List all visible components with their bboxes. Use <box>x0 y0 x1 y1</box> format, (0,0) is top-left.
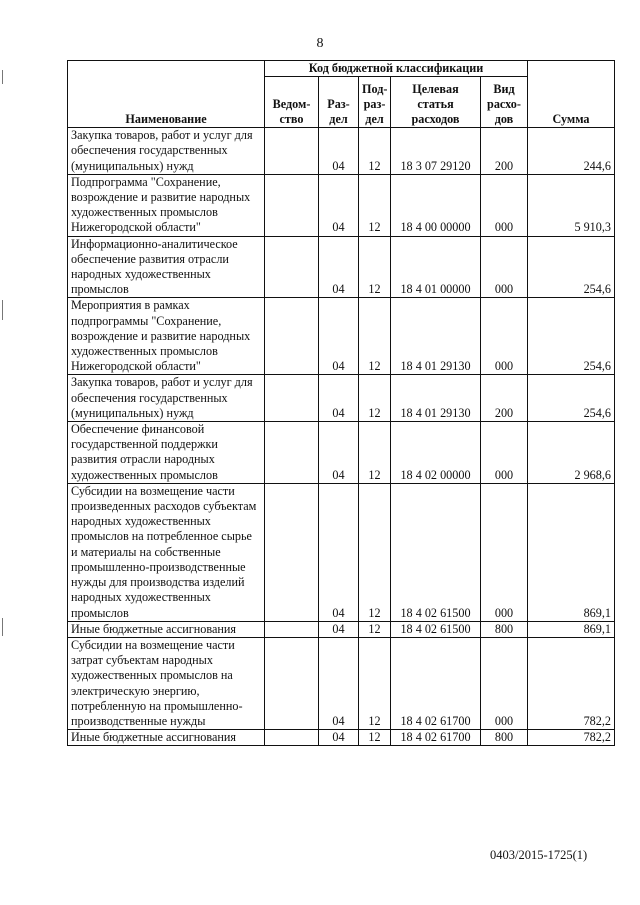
cell-expense-type: 000 <box>481 298 528 375</box>
table-row <box>68 375 615 422</box>
cell-ved <box>265 236 319 298</box>
cell-expense-type: 800 <box>481 730 528 746</box>
cell-expense-type: 200 <box>481 128 528 175</box>
budget-table <box>67 60 615 746</box>
document-code: 0403/2015-1725(1) <box>490 848 588 862</box>
cell-sum: 2 968,6 <box>528 422 615 484</box>
table-row <box>68 236 615 298</box>
cell-name: Закупка товаров, работ и услуг для обеспечения государственных (муниципальных) нужд <box>68 375 265 422</box>
cell-podrazdel: 12 <box>359 236 391 298</box>
cell-expense-type: 800 <box>481 621 528 637</box>
header-ved: Ведом-ство <box>265 77 319 128</box>
cell-name: Субсидии на возмещение части произведенных расходов субъектам народных художественных промыслов на потребленное сырье и материалы на собственные промышленно-производственные нужды для производства изделий народных художественных промыслов <box>68 483 265 621</box>
cell-target-article: 18 4 00 00000 <box>391 174 481 236</box>
cell-target-article: 18 4 01 00000 <box>391 236 481 298</box>
cell-ved <box>265 298 319 375</box>
cell-ved <box>265 621 319 637</box>
cell-name: Информационно-аналитическое обеспечение развития отрасли народных художественных промыслов <box>68 236 265 298</box>
cell-sum: 869,1 <box>528 621 615 637</box>
cell-ved <box>265 483 319 621</box>
cell-ved <box>265 637 319 729</box>
header-podrazdel: Под-раз-дел <box>359 77 391 128</box>
header-name: Наименование <box>68 61 265 128</box>
cell-target-article: 18 4 02 61500 <box>391 621 481 637</box>
cell-razdel: 04 <box>319 483 359 621</box>
header-classification-group: Код бюджетной классификации <box>265 61 528 77</box>
table-row <box>68 298 615 375</box>
cell-sum: 782,2 <box>528 730 615 746</box>
cell-razdel: 04 <box>319 730 359 746</box>
cell-sum: 254,6 <box>528 298 615 375</box>
cell-name: Обеспечение финансовой государственной поддержки развития отрасли народных художественных промыслов <box>68 422 265 484</box>
cell-razdel: 04 <box>319 637 359 729</box>
table-row <box>68 621 615 637</box>
cell-sum: 869,1 <box>528 483 615 621</box>
cell-podrazdel: 12 <box>359 298 391 375</box>
page-number: 8 <box>316 36 324 51</box>
cell-podrazdel: 12 <box>359 422 391 484</box>
cell-sum: 244,6 <box>528 128 615 175</box>
cell-target-article: 18 4 01 29130 <box>391 298 481 375</box>
cell-podrazdel: 12 <box>359 730 391 746</box>
cell-sum: 5 910,3 <box>528 174 615 236</box>
cell-sum: 782,2 <box>528 637 615 729</box>
header-razdel: Раз-дел <box>319 77 359 128</box>
cell-name: Иные бюджетные ассигнования <box>68 730 265 746</box>
scan-edge-mark <box>2 300 3 320</box>
cell-expense-type: 000 <box>481 174 528 236</box>
cell-expense-type: 000 <box>481 483 528 621</box>
cell-sum: 254,6 <box>528 375 615 422</box>
cell-razdel: 04 <box>319 422 359 484</box>
header-sum: Сумма <box>528 61 615 128</box>
table-row <box>68 730 615 746</box>
table-row <box>68 174 615 236</box>
cell-ved <box>265 375 319 422</box>
cell-razdel: 04 <box>319 128 359 175</box>
header-target-article: Целевая статья расходов <box>391 77 481 128</box>
cell-podrazdel: 12 <box>359 637 391 729</box>
table-row <box>68 483 615 621</box>
cell-expense-type: 200 <box>481 375 528 422</box>
cell-name: Закупка товаров, работ и услуг для обеспечения государственных (муниципальных) нужд <box>68 128 265 175</box>
cell-sum: 254,6 <box>528 236 615 298</box>
cell-podrazdel: 12 <box>359 174 391 236</box>
cell-razdel: 04 <box>319 174 359 236</box>
cell-podrazdel: 12 <box>359 621 391 637</box>
scan-edge-mark <box>2 70 3 84</box>
cell-razdel: 04 <box>319 375 359 422</box>
cell-target-article: 18 4 02 61700 <box>391 637 481 729</box>
cell-name: Субсидии на возмещение части затрат субъектам народных художественных промыслов на электрическую энергию, потребленную на промышленно-производственные нужды <box>68 637 265 729</box>
cell-name: Мероприятия в рамках подпрограммы "Сохранение, возрождение и развитие народных художественных промыслов Нижегородской области" <box>68 298 265 375</box>
header-expense-type: Вид расхо-дов <box>481 77 528 128</box>
table-row <box>68 422 615 484</box>
cell-podrazdel: 12 <box>359 375 391 422</box>
cell-razdel: 04 <box>319 621 359 637</box>
cell-name: Подпрограмма "Сохранение, возрождение и развитие народных художественных промыслов Нижегородской области" <box>68 174 265 236</box>
cell-expense-type: 000 <box>481 236 528 298</box>
cell-expense-type: 000 <box>481 637 528 729</box>
cell-target-article: 18 4 01 29130 <box>391 375 481 422</box>
scan-edge-mark <box>2 618 3 636</box>
cell-ved <box>265 128 319 175</box>
cell-ved <box>265 730 319 746</box>
cell-expense-type: 000 <box>481 422 528 484</box>
cell-target-article: 18 3 07 29120 <box>391 128 481 175</box>
cell-target-article: 18 4 02 00000 <box>391 422 481 484</box>
cell-ved <box>265 422 319 484</box>
cell-name: Иные бюджетные ассигнования <box>68 621 265 637</box>
cell-target-article: 18 4 02 61500 <box>391 483 481 621</box>
cell-podrazdel: 12 <box>359 483 391 621</box>
table-row <box>68 128 615 175</box>
cell-podrazdel: 12 <box>359 128 391 175</box>
cell-target-article: 18 4 02 61700 <box>391 730 481 746</box>
table-row <box>68 637 615 729</box>
cell-razdel: 04 <box>319 298 359 375</box>
cell-ved <box>265 174 319 236</box>
cell-razdel: 04 <box>319 236 359 298</box>
